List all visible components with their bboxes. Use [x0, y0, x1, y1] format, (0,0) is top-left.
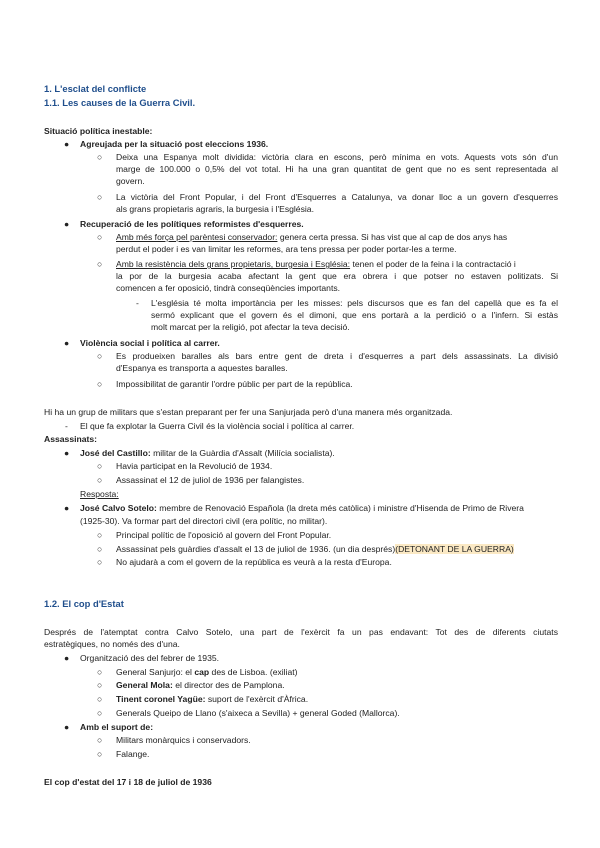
underlined-text: Amb més força pel parèntesi conservador: [116, 232, 278, 242]
text-line: la por de la burgesia acaba afectant la gent que era obrera i que potser no estaven politizats. Si [116, 271, 558, 281]
text-span: General Sanjurjo: el [116, 667, 195, 677]
text-line: Impossibilitat de garantir l'ordre públic per part de la república. [116, 379, 353, 389]
bullet-circle: ○ [97, 694, 103, 704]
heading-1: 1. L'esclat del conflicte [44, 83, 147, 94]
resposta-label: Resposta: [80, 489, 119, 499]
text-span: Assassinat pels guàrdies d'assalt el 13 de juliol de 1936. (un dia després) [116, 544, 396, 554]
bullet-circle: ○ [97, 379, 103, 389]
bullet-dash: - [136, 298, 139, 308]
bullet-circle: ○ [97, 475, 103, 485]
text-line: als grans propietaris agraris, la burgesia i l'Església. [116, 204, 314, 214]
text-line: Militars monàrquics i conservadors. [116, 735, 251, 745]
item-agreujada: Agreujada per la situació post eleccions 1936. [80, 139, 269, 149]
text-line: Havia participat en la Revolució de 1934. [116, 461, 273, 471]
bullet-circle: ○ [97, 544, 103, 554]
bullet-dot: ● [64, 653, 70, 663]
text-span: tenen el poder de la feina i la contractació i [350, 259, 516, 269]
bullet-circle: ○ [97, 152, 103, 162]
bold-text: cap [194, 667, 210, 677]
text-line: El que fa explotar la Guerra Civil és la violència social i política al carrer. [80, 421, 355, 431]
bold-text: José del Castillo: [80, 448, 151, 458]
label-situacio: Situació política inestable: [44, 126, 153, 136]
highlighted-text: (DETONANT DE LA GUERRA) [395, 544, 514, 554]
label-assassinats: Assassinats: [44, 434, 98, 444]
text-span: suport de l'exèrcit d'Àfrica. [205, 694, 309, 704]
text-span: membre de Renovació Española (la dreta més catòlica) i ministre d'Hisenda de Primo de Rivera [156, 503, 524, 513]
bullet-circle: ○ [97, 461, 103, 471]
text-line: Assassinat el 12 de juliol de 1936 per falangistes. [116, 475, 305, 485]
text-line [116, 667, 298, 678]
bullet-dash: - [65, 421, 68, 431]
text-line: perdut el poder i es van limitar les reformes, ara tens pressa per poder portar-les a terme. [116, 244, 457, 254]
text-line: comencen a fer oposició, tindrà conseqüències importants. [116, 283, 341, 293]
item-violencia: Violència social i política al carrer. [80, 338, 220, 348]
text-line: molt marcat per la religió, pot afectar la teva decisió. [151, 322, 350, 332]
text-line: (1925-30). Va formar part del directori civil (era polític, no militar). [80, 516, 328, 526]
text-line: d'Espanya es transporta a aquestes baralles. [116, 363, 288, 373]
text-line [80, 448, 335, 459]
bullet-circle: ○ [97, 708, 103, 718]
text-line: L'església té molta importància per les misses: pels discursos que es fan del capellà que es fa el [151, 298, 558, 308]
text-line: Organització des del febrer de 1935. [80, 653, 220, 663]
bullet-dot: ● [64, 722, 70, 732]
text-span: des de Lisboa. (exiliat) [209, 667, 298, 677]
bold-text: José Calvo Sotelo: [80, 503, 157, 513]
text-line: Hi ha un grup de militars que s'estan preparant per fer una Sanjurjada però d'una manera més organitzada. [44, 407, 453, 417]
bullet-circle: ○ [97, 749, 103, 759]
bullet-dot: ● [64, 219, 70, 229]
bullet-circle: ○ [97, 530, 103, 540]
bullet-circle: ○ [97, 557, 103, 567]
bullet-circle: ○ [97, 735, 103, 745]
bullet-dot: ● [64, 503, 70, 513]
underlined-text: Amb la resistència dels grans propietaris, burgesia i Església: [116, 259, 351, 269]
text-line [116, 680, 285, 691]
bold-text: Tinent coronel Yagüe: [116, 694, 206, 704]
text-line: marge de 100.000 o 0,5% del vot total. Hi ha una gran quantitat de gent que no es sent representada al [116, 164, 558, 174]
bullet-circle: ○ [97, 192, 103, 202]
bullet-dot: ● [64, 338, 70, 348]
text-span: el director des de Pamplona. [172, 680, 285, 690]
text-line: La victòria del Front Popular, i del Front d'Esquerres a Catalunya, va donar lloc a un govern d'esquerres [116, 192, 558, 202]
text-line: Falange. [116, 749, 150, 759]
bullet-circle: ○ [97, 680, 103, 690]
bullet-circle: ○ [97, 232, 103, 242]
text-line: Deixa una Espanya molt dividida: victòria clara en escons, però mínima en vots. Aquests vots són d'un [116, 152, 558, 162]
bullet-circle: ○ [97, 351, 103, 361]
text-line [116, 694, 308, 705]
heading-1-1: 1.1. Les causes de la Guerra Civil. [44, 97, 196, 108]
text-line: Després de l'atemptat contra Calvo Sotelo, una part de l'exèrcit fa un pas endavant: Tot des de diferents ciutats [44, 627, 558, 637]
bullet-circle: ○ [97, 259, 103, 269]
item-recuperacio: Recuperació de les polítiques reformistes d'esquerres. [80, 219, 304, 229]
text-line: sermó explicant que el govern és el dimoni, que ens portarà a la perdició o a l'infern. Si estàs [151, 310, 558, 320]
bold-text: General Mola: [116, 680, 173, 690]
bullet-dot: ● [64, 448, 70, 458]
text-line [116, 544, 514, 555]
text-line [116, 259, 516, 270]
text-line: Generals Queipo de Llano (s'aixeca a Sevilla) + general Goded (Mallorca). [116, 708, 400, 718]
text-line: Es produeixen baralles als bars entre gent de dreta i d'esquerres a part dels assassinats. La divisió [116, 351, 558, 361]
text-line: Principal polític de l'oposició al govern del Front Popular. [116, 530, 332, 540]
text-line: estratègiques, no només des d'una. [44, 639, 180, 649]
text-line [116, 232, 507, 243]
bullet-circle: ○ [97, 667, 103, 677]
heading-1-2: 1.2. El cop d'Estat [44, 598, 124, 609]
item-suport: Amb el suport de: [80, 722, 154, 732]
text-line: No ajudarà a com el govern de la república es veurà a la resta d'Europa. [116, 557, 392, 567]
text-span: militar de la Guàrdia d'Assalt (Milícia socialista). [150, 448, 335, 458]
text-span: genera certa pressa. Si has vist que al cap de dos anys has [277, 232, 508, 242]
text-line [80, 503, 524, 514]
text-line: govern. [116, 176, 145, 186]
cop-estat-heading: El cop d'estat del 17 i 18 de juliol de 1936 [44, 777, 212, 787]
bullet-dot: ● [64, 139, 70, 149]
